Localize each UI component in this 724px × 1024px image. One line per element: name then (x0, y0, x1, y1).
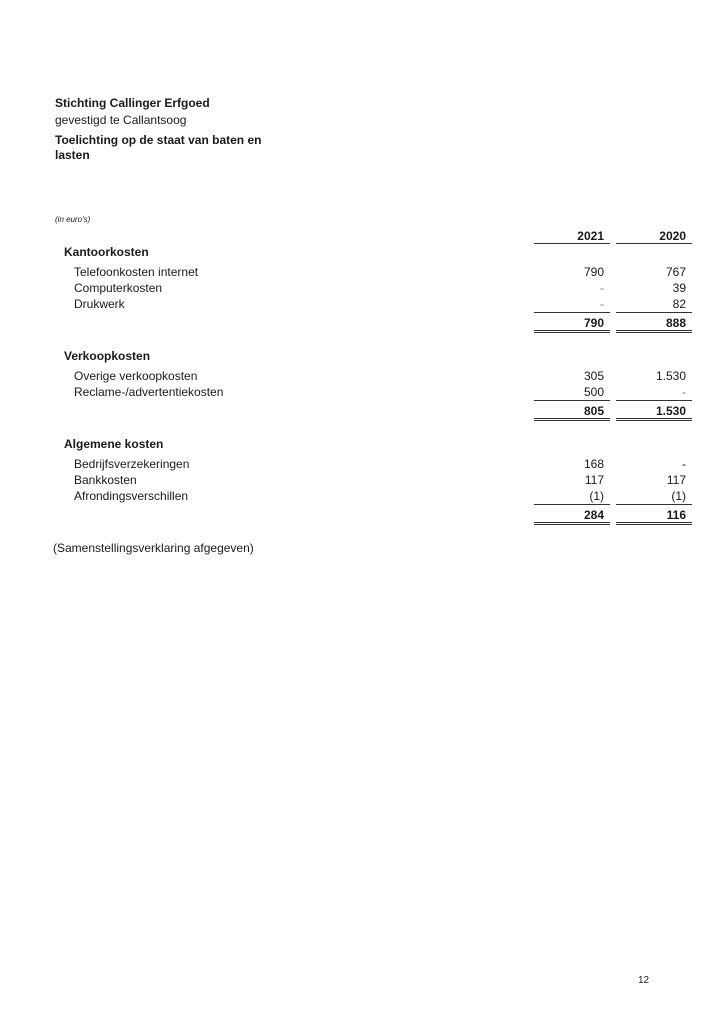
row-value-2020: - (682, 385, 686, 399)
page-title-line1: Toelichting op de staat van baten en (55, 133, 262, 147)
total-double-line-2020 (616, 418, 692, 421)
year-underline-2021 (534, 243, 610, 244)
organization-name: Stichting Callinger Erfgoed (55, 96, 210, 110)
row-value-2020: 1.530 (655, 369, 686, 383)
row-label: Drukwerk (74, 297, 125, 311)
section-heading: Algemene kosten (64, 437, 164, 451)
compilation-note: (Samenstellingsverklaring afgegeven) (53, 541, 254, 555)
row-value-2021: - (600, 281, 604, 295)
row-value-2021: 790 (583, 265, 604, 279)
subtotal-line-2021 (534, 312, 610, 313)
row-value-2021: 117 (584, 473, 604, 487)
row-value-2020: 39 (672, 281, 686, 295)
total-double-line-2021 (534, 330, 610, 333)
total-value-2020: 1.530 (655, 404, 686, 418)
row-label: Overige verkoopkosten (74, 369, 198, 383)
row-label: Afrondingsverschillen (74, 489, 189, 503)
row-label: Telefoonkosten internet (74, 265, 199, 279)
total-value-2021: 805 (583, 404, 604, 418)
total-value-2021: 284 (583, 508, 604, 522)
row-value-2020: - (682, 457, 686, 471)
page-number: 12 (638, 975, 650, 986)
subtotal-line-2020 (616, 504, 692, 505)
section-heading: Verkoopkosten (64, 349, 151, 363)
currency-unit: (in euro's) (55, 215, 91, 224)
year-header-2020: 2020 (659, 229, 686, 243)
total-double-line-2021 (534, 418, 610, 421)
total-double-line-2020 (616, 330, 692, 333)
row-label: Bedrijfsverzekeringen (74, 457, 190, 471)
subtotal-line-2021 (534, 504, 610, 505)
total-double-line-2020 (616, 522, 692, 525)
row-value-2020: 82 (672, 297, 686, 311)
total-value-2020: 888 (665, 316, 686, 330)
row-label: Reclame-/advertentiekosten (74, 385, 224, 399)
total-value-2021: 790 (583, 316, 604, 330)
subtotal-line-2020 (616, 312, 692, 313)
subtotal-line-2021 (534, 400, 610, 401)
row-value-2021: 305 (583, 369, 604, 383)
page-title-line2: lasten (55, 148, 90, 162)
row-value-2021: - (600, 297, 604, 311)
year-underline-2020 (616, 243, 692, 244)
subtotal-line-2020 (616, 400, 692, 401)
row-value-2021: (1) (589, 489, 604, 503)
row-value-2020: 767 (665, 265, 686, 279)
year-header-2021: 2021 (577, 229, 604, 243)
total-value-2020: 116 (666, 508, 686, 522)
row-label: Bankkosten (74, 473, 137, 487)
row-label: Computerkosten (74, 281, 163, 295)
total-double-line-2021 (534, 522, 610, 525)
row-value-2021: 500 (583, 385, 604, 399)
row-value-2020: 117 (666, 473, 686, 487)
organization-location: gevestigd te Callantsoog (55, 113, 187, 127)
row-value-2021: 168 (583, 457, 604, 471)
section-heading: Kantoorkosten (64, 245, 149, 259)
row-value-2020: (1) (671, 489, 686, 503)
